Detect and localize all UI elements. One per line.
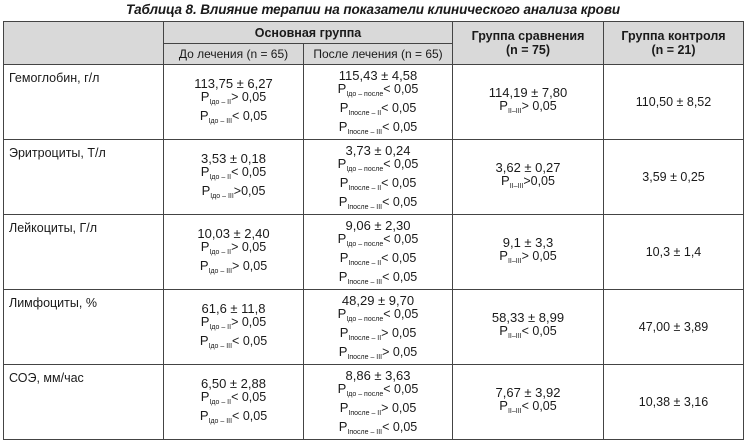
p-comparison: > 0,05 xyxy=(521,249,557,263)
p-comparison: < 0,05 xyxy=(381,251,417,265)
row-label: Лейкоциты, Г/л xyxy=(4,215,164,290)
cell-before xyxy=(164,215,304,290)
p-comparison: < 0,05 xyxy=(521,399,557,413)
p-value-line: $P_{Iдо - III}> 0,05$ xyxy=(199,257,268,275)
cell-comparison xyxy=(453,365,604,440)
p-comparison: > 0,05 xyxy=(381,401,417,415)
p-comparison: < 0,05 xyxy=(521,324,557,338)
p-subscript: Iдо – III xyxy=(210,192,234,200)
p-subscript: Iдо – после xyxy=(346,241,384,248)
cell-comparison xyxy=(453,290,604,365)
header-control-group: Группа контроля (n = 21) xyxy=(604,22,744,65)
p-comparison: < 0,05 xyxy=(383,232,419,246)
p-value-line: $P_{Iдо - после}< 0,05$ xyxy=(337,231,419,248)
p-value-line: $P_{Iпосле - III}< 0,05$ xyxy=(338,269,418,286)
p-value-line: $P_{Iдо - III}< 0,05$ xyxy=(199,407,268,425)
p-subscript: II–III xyxy=(507,333,522,340)
p-subscript: Iдо – после xyxy=(346,91,384,98)
value-text: 7,67 ± 3,92 xyxy=(495,385,561,400)
p-value-line: $P_{Iпосле - III}< 0,05$ xyxy=(338,194,418,211)
p-value-line: $P_{Iдо - после}< 0,05$ xyxy=(337,81,419,98)
value-text: 61,6 ± 11,8 xyxy=(201,300,266,316)
cell-before xyxy=(164,290,304,365)
table-row xyxy=(4,365,744,440)
p-comparison: < 0,05 xyxy=(232,408,268,423)
p-subscript: Iпосле – III xyxy=(347,429,383,436)
blood-analysis-table xyxy=(3,21,744,440)
p-value-line: $P_{Iпосле - II}> 0,05$ xyxy=(339,325,417,342)
value-text: 10,03 ± 2,40 xyxy=(197,225,270,241)
table-row xyxy=(4,140,744,215)
p-value-line: $P_{Iпосле - II}> 0,05$ xyxy=(339,400,417,417)
cell-after xyxy=(304,215,453,290)
p-subscript: Iпосле – III xyxy=(347,204,383,211)
p-subscript: II–III xyxy=(509,183,524,190)
cell-before xyxy=(164,365,304,440)
cell-before xyxy=(164,140,304,215)
p-subscript: Iпосле – II xyxy=(348,185,382,192)
p-comparison: > 0,05 xyxy=(381,326,417,340)
p-subscript: Iпосле – II xyxy=(348,260,382,267)
p-subscript: Iдо – II xyxy=(209,248,232,256)
header-main-group: Основная группа xyxy=(164,22,453,44)
p-subscript: Iпосле – II xyxy=(348,410,382,417)
table-caption: Таблица 8. Влияние терапии на показатели клинического анализа крови xyxy=(125,2,621,17)
p-subscript: II–III xyxy=(507,258,522,265)
p-subscript: II–III xyxy=(507,408,522,415)
p-comparison: < 0,05 xyxy=(383,382,419,396)
p-value-line: $P_{Iпосле - III}< 0,05$ xyxy=(338,119,418,136)
p-comparison: < 0,05 xyxy=(382,120,418,134)
row-label: СОЭ, мм/час xyxy=(4,365,164,440)
table-row xyxy=(4,215,744,290)
p-value-line: $P_{Iпосле - III}< 0,05$ xyxy=(338,419,418,436)
p-subscript: Iдо – после xyxy=(346,166,384,173)
p-subscript: Iпосле – II xyxy=(348,110,382,117)
value-text: 3,53 ± 0,18 xyxy=(201,150,266,166)
p-subscript: Iпосле – III xyxy=(347,279,383,286)
p-value-line: $P_{II-III}< 0,05$ xyxy=(499,323,557,340)
value-text: 8,86 ± 3,63 xyxy=(345,368,411,383)
cell-control: 110,50 ± 8,52 xyxy=(604,65,744,140)
p-subscript: Iдо – III xyxy=(208,267,233,275)
p-value-line: $P_{Iдо - после}< 0,05$ xyxy=(337,381,419,398)
p-value-line: $P_{Iдо - III}< 0,05$ xyxy=(199,332,268,350)
p-subscript: Iдо – III xyxy=(208,117,233,125)
p-subscript: Iпосле – II xyxy=(348,335,382,342)
p-subscript: Iдо – III xyxy=(208,342,233,350)
p-value-line: $P_{Iдо - III}< 0,05$ xyxy=(199,107,268,125)
cell-after xyxy=(304,290,453,365)
cell-before xyxy=(164,65,304,140)
cell-control: 10,38 ± 3,16 xyxy=(604,365,744,440)
p-value-line: $P_{II-III}> 0,05$ xyxy=(499,98,557,115)
value-text: 3,73 ± 0,24 xyxy=(345,143,411,158)
cell-after xyxy=(304,140,453,215)
row-label: Гемоглобин, г/л xyxy=(4,65,164,140)
p-subscript: Iпосле – III xyxy=(347,354,383,361)
table-row xyxy=(4,65,744,140)
p-comparison: < 0,05 xyxy=(231,389,267,404)
header-comparison-group: Группа сравнения (n = 75) xyxy=(453,22,604,65)
value-text: 115,43 ± 4,58 xyxy=(338,68,418,83)
p-comparison: < 0,05 xyxy=(383,307,419,321)
p-value-line: $P_{Iдо - II}< 0,05$ xyxy=(200,388,267,406)
p-comparison: < 0,05 xyxy=(232,108,268,123)
p-value-line: $P_{Iдо - II}> 0,05$ xyxy=(200,238,267,256)
p-comparison: > 0,05 xyxy=(231,239,267,254)
p-comparison: < 0,05 xyxy=(381,101,417,115)
header-after: После лечения (n = 65) xyxy=(304,44,453,65)
p-value-line: $P_{Iдо - II}> 0,05$ xyxy=(200,88,267,106)
value-text: 48,29 ± 9,70 xyxy=(341,293,415,308)
p-value-line: $P_{Iдо - после}< 0,05$ xyxy=(337,306,419,323)
p-subscript: Iпосле – III xyxy=(347,129,383,136)
p-value-line: $P_{Iпосле - III}> 0,05$ xyxy=(338,344,418,361)
p-value-line: $P_{II-III}< 0,05$ xyxy=(499,398,557,415)
p-value-line: $P_{Iпосле - II}< 0,05$ xyxy=(339,100,417,117)
p-subscript: Iдо – III xyxy=(208,417,233,425)
value-text: 3,62 ± 0,27 xyxy=(495,160,561,175)
p-subscript: Iдо – II xyxy=(209,98,232,106)
p-value-line: $P_{Iпосле - II}< 0,05$ xyxy=(339,175,417,192)
p-comparison: > 0,05 xyxy=(232,258,268,273)
cell-after xyxy=(304,365,453,440)
p-comparison: > 0,05 xyxy=(521,99,557,113)
cell-after xyxy=(304,65,453,140)
p-comparison: < 0,05 xyxy=(382,270,418,284)
p-comparison: < 0,05 xyxy=(381,176,417,190)
p-value-line: $P_{II-III}> 0,05$ xyxy=(499,248,557,265)
p-comparison: < 0,05 xyxy=(383,157,419,171)
p-value-line: $P_{Iпосле - II}< 0,05$ xyxy=(339,250,417,267)
value-text: 113,75 ± 6,27 xyxy=(194,75,273,91)
p-value-line: $P_{Iдо - II}< 0,05$ xyxy=(200,163,267,181)
p-comparison: > 0,05 xyxy=(231,314,267,329)
p-comparison: < 0,05 xyxy=(231,164,267,179)
cell-comparison xyxy=(453,140,604,215)
p-subscript: Iдо – II xyxy=(209,173,232,181)
p-comparison: < 0,05 xyxy=(382,420,418,434)
p-value-line: $P_{II-III}>0,05$ xyxy=(501,173,555,190)
p-comparison: > 0,05 xyxy=(382,345,418,359)
p-comparison: >0,05 xyxy=(233,183,266,198)
p-comparison: < 0,05 xyxy=(383,82,419,96)
p-subscript: Iдо – после xyxy=(346,391,384,398)
cell-control: 10,3 ± 1,4 xyxy=(604,215,744,290)
value-text: 9,1 ± 3,3 xyxy=(502,235,554,250)
value-text: 9,06 ± 2,30 xyxy=(345,218,411,233)
cell-comparison xyxy=(453,65,604,140)
p-subscript: Iдо – II xyxy=(209,323,232,331)
row-label: Лимфоциты, % xyxy=(4,290,164,365)
p-subscript: Iдо – II xyxy=(209,398,232,406)
cell-control: 47,00 ± 3,89 xyxy=(604,290,744,365)
p-comparison: >0,05 xyxy=(523,174,555,188)
header-before: До лечения (n = 65) xyxy=(164,44,304,65)
value-text: 114,19 ± 7,80 xyxy=(488,85,568,100)
p-comparison: > 0,05 xyxy=(231,89,267,104)
p-value-line: $P_{Iдо - II}> 0,05$ xyxy=(200,313,267,331)
p-value-line: $P_{Iдо - III}>0,05$ xyxy=(201,182,266,200)
p-value-line: $P_{Iдо - после}< 0,05$ xyxy=(337,156,419,173)
p-comparison: < 0,05 xyxy=(232,333,268,348)
value-text: 58,33 ± 8,99 xyxy=(491,310,565,325)
header-empty xyxy=(4,22,164,65)
p-subscript: Iдо – после xyxy=(346,316,384,323)
cell-comparison xyxy=(453,215,604,290)
cell-control: 3,59 ± 0,25 xyxy=(604,140,744,215)
table-row xyxy=(4,290,744,365)
value-text: 6,50 ± 2,88 xyxy=(201,375,266,391)
row-label: Эритроциты, Т/л xyxy=(4,140,164,215)
p-subscript: II–III xyxy=(507,108,522,115)
p-comparison: < 0,05 xyxy=(382,195,418,209)
